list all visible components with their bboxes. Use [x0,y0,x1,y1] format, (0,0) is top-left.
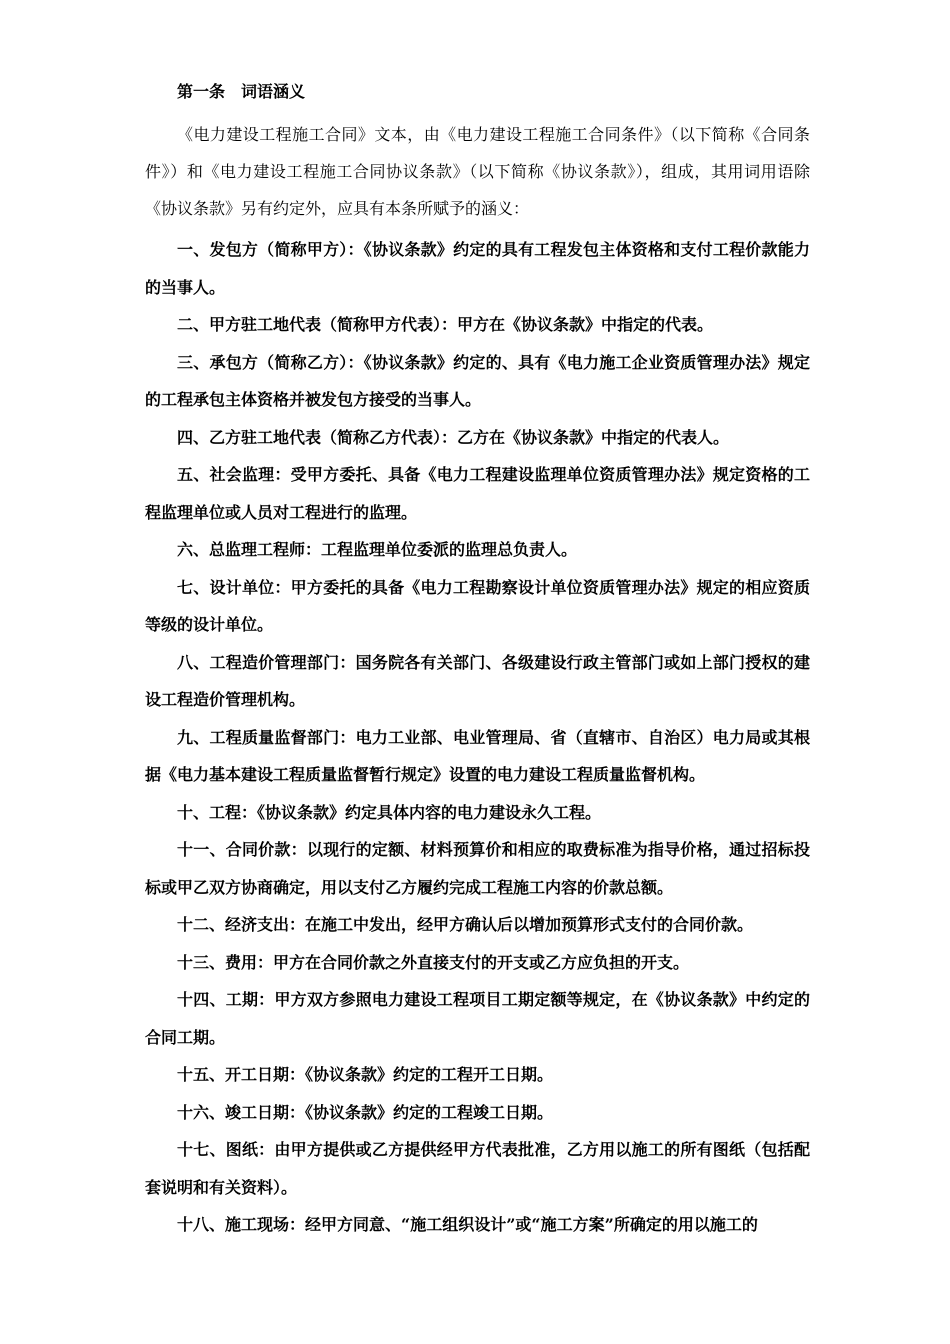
clause-11: 十一、合同价款：以现行的定额、材料预算价和相应的取费标准为指导价格，通过招标投标或甲乙双方协商确定，用以支付乙方履约完成工程施工内容的价款总额。 [145,840,810,897]
document-page [145,78,810,1244]
clause-12: 十二、经济支出：在施工中发出，经甲方确认后以增加预算形式支付的合同价款。 [177,915,754,934]
clause-16: 十六、竣工日期：《协议条款》约定的工程竣工日期。 [177,1102,554,1122]
clause-17: 十七、图纸：由甲方提供或乙方提供经甲方代表批准，乙方用以施工的所有图纸（包括配套说明和有关资料）。 [145,1140,810,1197]
clause-14: 十四、工期：甲方双方参照电力建设工程项目工期定额等规定，在《协议条款》中约定的合同工期。 [145,990,810,1047]
clause-6: 六、总监理工程师：工程监理单位委派的监理总负责人。 [177,540,578,559]
clause-2: 二、甲方驻工地代表（简称甲方代表）：甲方在《协议条款》中指定的代表。 [177,315,714,334]
article-heading: 第一条 词语涵义 [177,82,306,101]
clause-4: 四、乙方驻工地代表（简称乙方代表）：乙方在《协议条款》中指定的代表人。 [177,427,730,447]
clause-15: 十五、开工日期：《协议条款》约定的工程开工日期。 [177,1065,554,1084]
clause-13: 十三、费用：甲方在合同价款之外直接支付的开支或乙方应负担的开支。 [177,952,690,972]
clause-5: 五、社会监理：受甲方委托、具备《电力工程建设监理单位资质管理办法》规定资格的工程监理单位或人员对工程进行的监理。 [145,465,810,522]
clause-7: 七、设计单位：甲方委托的具备《电力工程勘察设计单位资质管理办法》规定的相应资质等级的设计单位。 [145,577,810,634]
clause-9: 九、工程质量监督部门：电力工业部、电业管理局、省（直辖市、自治区）电力局或其根据《电力基本建设工程质量监督暂行规定》设置的电力建设工程质量监督机构。 [145,727,810,784]
clause-18: 十八、施工现场：经甲方同意、“施工组织设计”或“施工方案”所确定的用以施工的 [177,1215,758,1234]
clause-10: 十、工程：《协议条款》约定具体内容的电力建设永久工程。 [177,802,602,822]
intro-paragraph: 《电力建设工程施工合同》文本，由《电力建设工程施工合同条件》（以下简称《合同条件》）和《电力建设工程施工合同协议条款》（以下简称《协议条款》），组成，其用词用语除《协议条款》另有约定外，应具有本条所赋予的涵义： [145,125,810,218]
clause-1: 一、发包方（简称甲方）：《协议条款》约定的具有工程发包主体资格和支付工程价款能力的当事人。 [145,240,810,297]
clause-8: 八、工程造价管理部门：国务院各有关部门、各级建设行政主管部门或如上部门授权的建设工程造价管理机构。 [145,652,810,709]
clause-3: 三、承包方（简称乙方）：《协议条款》约定的、具有《电力施工企业资质管理办法》规定的工程承包主体资格并被发包方接受的当事人。 [145,352,810,409]
